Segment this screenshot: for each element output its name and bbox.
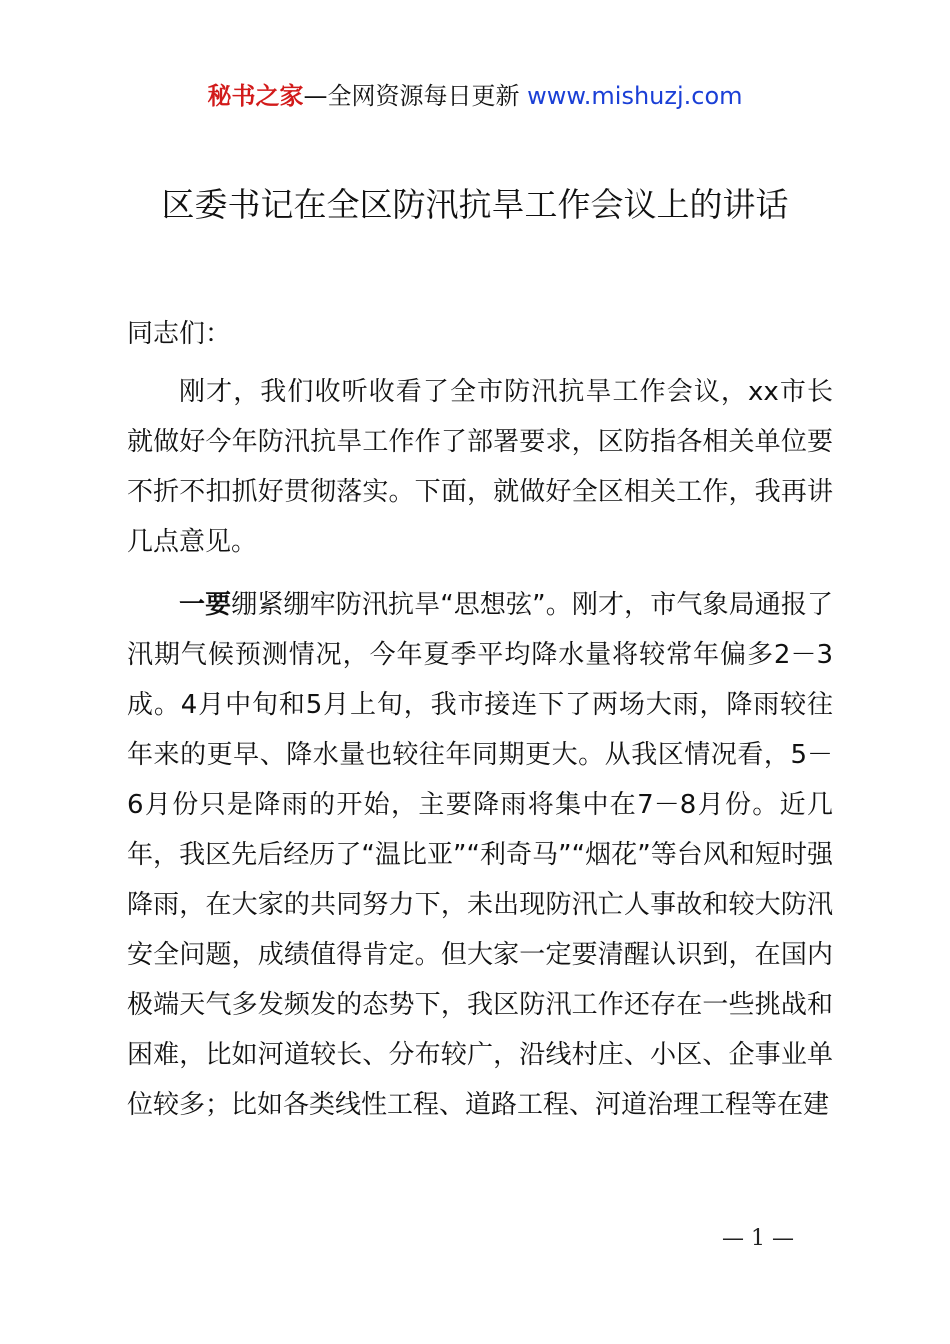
document-title: 区委书记在全区防汛抗旱工作会议上的讲话 [161, 185, 789, 224]
site-url-link[interactable]: www.mishuzj.com [527, 82, 743, 110]
site-tagline: —全网资源每日更新 [303, 82, 528, 110]
paragraph-lead: 一要 [179, 590, 232, 620]
paragraph-body: 绷紧绷牢防汛抗旱“思想弦”。刚才，市气象局通报了汛期气候预测情况，今年夏季平均降水量将较常年偏多2－3成。4月中旬和5月上旬，我市接连下了两场大雨，降雨较往年来的更早、降水量也较往年同期更大。从我区情况看，5－6月份只是降雨的开始，主要降雨将集中在7－8月份。近几年，我区先后经历了“温比亚”“利奇马”“烟花”等台风和短时强降雨，在大家的共同努力下，未出现防汛亡人事故和较大防汛安全问题，成绩值得肯定。但大家一定要清醒认识到，在国内极端天气多发频发的态势下，我区防汛工作还存在一些挑战和困难，比如河道较长、分布较广，沿线村庄、小区、企事业单位较多；比如各类线性工程、道路工程、河道治理工程等在建 [127, 590, 833, 1120]
greeting: 同志们： [127, 319, 232, 349]
paragraph-text: 刚才，我们收听收看了全市防汛抗旱工作会议，xx市长就做好今年防汛抗旱工作作了部署要求，区防指各相关单位要不折不扣抓好贯彻落实。下面，就做好全区相关工作，我再讲几点意见。 [127, 377, 833, 557]
page-number: — 1 — [722, 1226, 794, 1251]
paragraph-2 [127, 580, 833, 1130]
site-brand: 秘书之家 [207, 82, 304, 110]
paragraph-1 [127, 367, 833, 567]
paragraph-text [127, 580, 833, 1130]
site-header [0, 78, 950, 114]
